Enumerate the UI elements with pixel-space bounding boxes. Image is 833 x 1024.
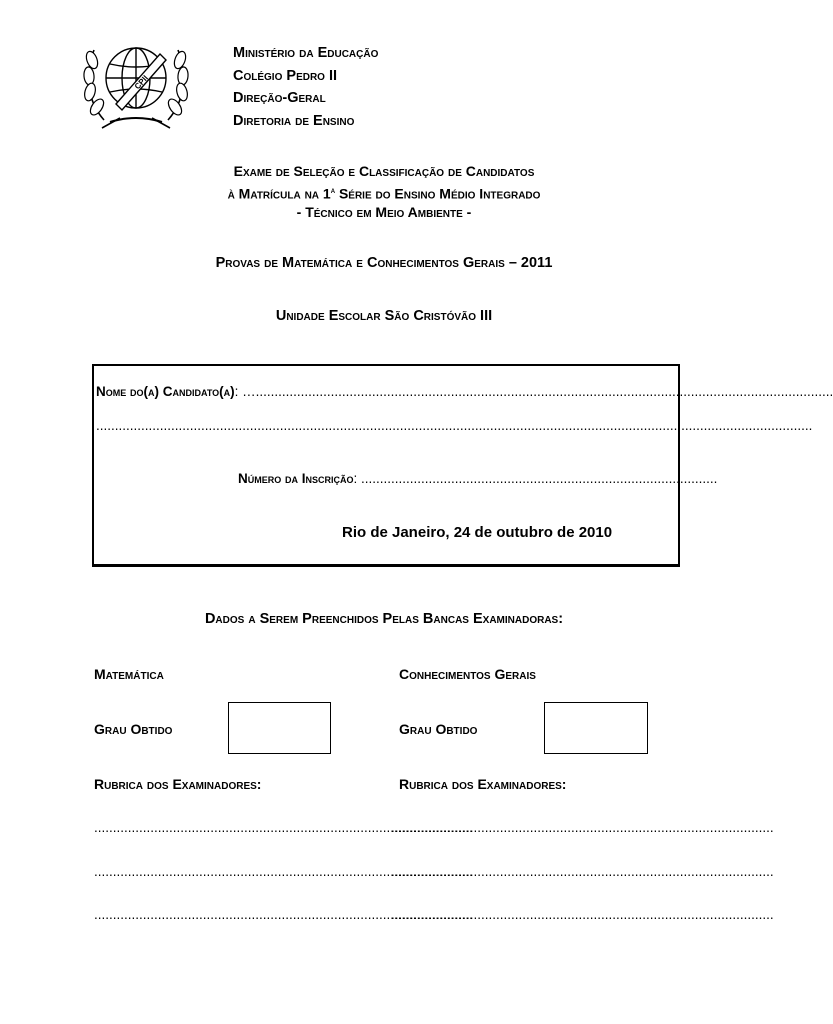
header-line-ministry: Ministério da Educação [233, 45, 379, 61]
candidate-name-dots: : ….......................................................................................................................................................... [234, 384, 833, 399]
general-knowledge-signature-line-1[interactable]: ...................................................................................................... [391, 820, 774, 835]
exam-title-line2 [0, 181, 768, 203]
colegio-pedro-ii-seal [80, 24, 192, 136]
exam-title-line2-start: à Matrícula na 1 [227, 185, 331, 202]
math-signature-label: Rubrica dos Examinadores: [94, 776, 262, 792]
general-knowledge-subject-label: Conhecimentos Gerais [399, 666, 536, 682]
header-line-direction: Direção-Geral [233, 90, 326, 106]
grading-heading: Dados a Serem Preenchidos Pelas Bancas Examinadoras: [204, 611, 564, 627]
math-signature-line-3[interactable]: ..................................................................................................... [94, 907, 473, 922]
math-signature-line-1[interactable]: ..................................................................................................... [94, 820, 473, 835]
ordinal-superscript: a [330, 184, 336, 195]
general-knowledge-signature-line-2[interactable]: ...................................................................................................... [391, 864, 774, 879]
math-grade-box[interactable] [228, 702, 331, 754]
registration-number-dots: : ............................................................................................... [353, 471, 718, 486]
exam-title-line1: Exame de Seleção e Classificação de Candidatos [233, 163, 535, 179]
math-signature-line-2[interactable]: ..................................................................................................... [94, 864, 473, 879]
institution-header [233, 42, 378, 132]
place-and-date: Rio de Janeiro, 24 de outubro de 2010 [342, 524, 613, 541]
candidate-name-label: Nome do(a) Candidato(a) [96, 384, 235, 399]
general-knowledge-signature-line-3[interactable]: ...................................................................................................... [391, 907, 774, 922]
registration-number-label: Número da Inscrição [238, 471, 354, 486]
exam-title-line2-end: Série do Ensino Médio Integrado [335, 185, 541, 202]
seal-letters: CPII [132, 73, 150, 92]
general-knowledge-signature-label: Rubrica dos Examinadores: [399, 776, 567, 792]
candidate-name-field[interactable] [96, 384, 833, 399]
header-line-board: Diretoria de Ensino [233, 112, 355, 129]
school-unit: Unidade Escolar São Cristóvão III [275, 308, 493, 324]
exam-title [0, 162, 768, 221]
exam-title-line3: - Técnico em Meio Ambiente - [296, 203, 472, 220]
header-line-college: Colégio Pedro II [233, 67, 338, 84]
math-grade-label: Grau Obtido [94, 721, 173, 737]
exam-subjects-year: Provas de Matemática e Conhecimentos Gerais – 2011 [215, 255, 553, 271]
general-knowledge-grade-box[interactable] [544, 702, 648, 754]
registration-number-field[interactable] [238, 471, 718, 486]
math-subject-label: Matemática [94, 666, 164, 682]
general-knowledge-grade-label: Grau Obtido [399, 721, 478, 737]
candidate-name-line-2[interactable]: ............................................................................................................................................................................................... [96, 418, 813, 433]
